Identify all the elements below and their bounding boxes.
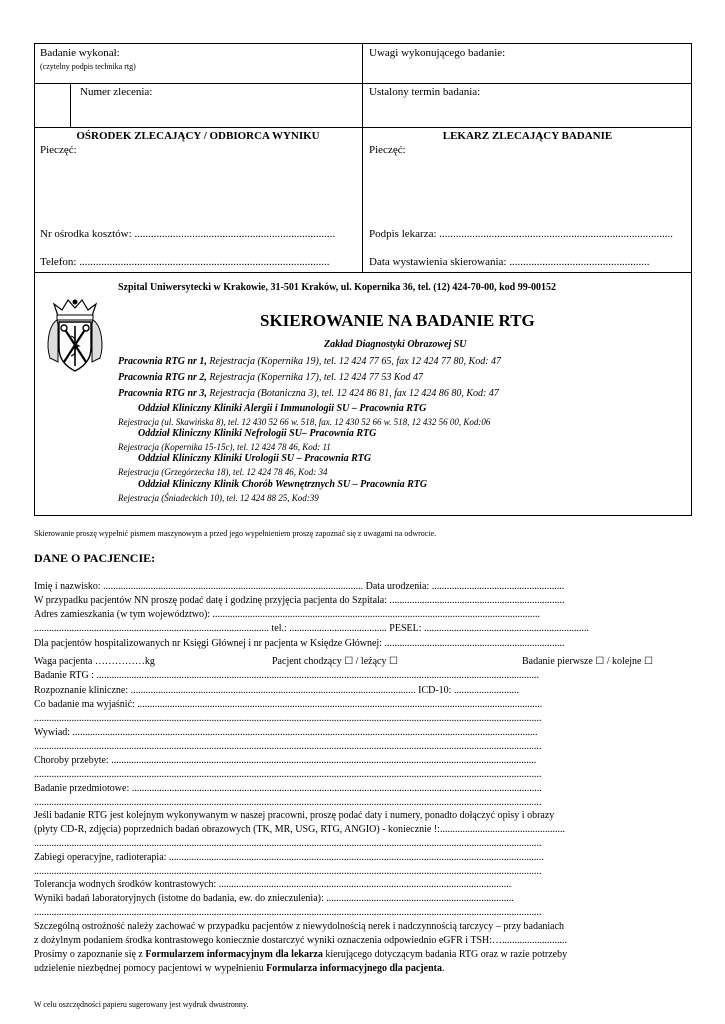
address-field[interactable]: Adres zamieszkania (w tym województwo): ................................................................................................................................... bbox=[34, 609, 541, 620]
dotted-line[interactable]: ........................................................................................................................................................................................................... bbox=[34, 866, 542, 877]
ward-details: Rejestracja (ul. Skawińska 8), tel. 12 430 52 66 w. 518, fax. 12 430 52 66 w. 518, 12 432 56 00, Kod:06 bbox=[118, 417, 491, 427]
previous-exam-field[interactable]: (płyty CD-R, zdjęcia) poprzednich badań obrazowych (TK, MR, USG, RTG, ANGIO) - koniecznie !:.................................................. bbox=[34, 824, 565, 835]
hospital-crest-logo bbox=[44, 296, 106, 374]
row-divider-1 bbox=[34, 83, 692, 84]
physical-exam-field[interactable]: Badanie przedmiotowe: .................................................................................................................................................................... bbox=[34, 783, 542, 794]
ordering-center-title: OŚRODEK ZLECAJĄCY / ODBIORCA WYNIKU bbox=[76, 130, 320, 142]
lab-results-field[interactable]: Wyniki badań laboratoryjnych (istotne do badania, ew. do znieczulenia): ........................................................................... bbox=[34, 893, 514, 904]
row-divider-3 bbox=[34, 272, 692, 273]
hospital-line: Szpital Uniwersytecki w Krakowie, 31-501 Kraków, ul. Kopernika 36, tel. (12) 424-70-00, kod 99-00152 bbox=[118, 282, 557, 293]
exam-field[interactable]: Badanie RTG : ................................................................................................................................................................................. bbox=[34, 670, 539, 681]
row-divider-2 bbox=[34, 127, 692, 128]
contrast-tolerance-field[interactable]: Tolerancja wodnych środków kontrastowych: ..................................................................................................................... bbox=[34, 879, 512, 890]
unit-details: Rejestracja (Kopernika 17), tel. 12 424 77 53 Kod 47 bbox=[206, 372, 423, 383]
weight-field[interactable]: Waga pacjenta ……………kg bbox=[34, 656, 155, 667]
forms-info-text bbox=[34, 964, 444, 974]
patient-section-title: DANE O PACJENCIE: bbox=[34, 551, 156, 565]
referral-date-line: Data wystawienia skierowania: ................................................... bbox=[369, 256, 650, 268]
order-number-label: Numer zlecenia: bbox=[80, 86, 153, 98]
unit-name: Pracownia RTG nr 1, bbox=[118, 356, 207, 367]
dotted-line[interactable]: ........................................................................................................................................................................................................... bbox=[34, 907, 542, 918]
unit-row bbox=[118, 357, 501, 367]
instruction-note: Skierowanie proszę wypełnić pismem maszynowym a przed jego wypełnieniem proszę zapoznać się z uwagami na odwrocie. bbox=[34, 529, 437, 538]
doctor-stamp-label: Pieczęć: bbox=[369, 144, 406, 156]
forms-text: . bbox=[441, 963, 445, 974]
forms-text: udzielenie niezbędnej pomocy pacjentowi w wypełnieniu bbox=[34, 963, 267, 974]
phone-line: Telefon: ........................................................................................... bbox=[40, 256, 330, 268]
nn-admission-field[interactable]: W przypadku pacjentów NN proszę podać datę i godzinę przyjęcia pacjenta do Szpitala: ...................................................................... bbox=[34, 595, 565, 606]
ward-details: Rejestracja (Kopernika 15-15c), tel. 12 424 78 46, Kod: 11 bbox=[118, 442, 331, 452]
ward-name: Oddział Kliniczny Kliniki Nefrologii SU– Pracownia RTG bbox=[138, 428, 377, 439]
scheduled-date-label: Ustalony termin badania: bbox=[369, 86, 481, 98]
unit-details: Rejestracja (Kopernika 19), tel. 12 424 77 65, fax 12 424 77 80, Kod: 47 bbox=[206, 356, 502, 367]
top-form-divider bbox=[362, 43, 363, 272]
ward-details: Rejestracja (Grzegórzecka 18), tel. 12 424 78 46, Kod: 34 bbox=[118, 467, 328, 477]
dotted-line[interactable]: ........................................................................................................................................................................................................... bbox=[34, 769, 542, 780]
caution-text: z dożylnym podaniem środka kontrastowego koniecznie dostarczyć wyniki oznaczenia odpowiednio eGFR i TSH:….......................... bbox=[34, 935, 568, 946]
cost-center-line: Nr ośrodka kosztów: ......................................................................... bbox=[40, 228, 336, 240]
doctor-form-name: Formularzem informacyjnym dla lekarza bbox=[145, 949, 323, 960]
forms-text: Prosimy o zapoznanie się z bbox=[34, 949, 146, 960]
dotted-line[interactable]: ........................................................................................................................................................................................................... bbox=[34, 797, 542, 808]
dotted-line[interactable]: ........................................................................................................................................................................................................... bbox=[34, 713, 542, 724]
unit-details: Rejestracja (Botaniczna 3), tel. 12 424 86 81, fax 12 424 86 80, Kod: 47 bbox=[206, 388, 499, 399]
ward-name: Oddział Kliniczny Klinik Chorób Wewnętrznych SU – Pracownia RTG bbox=[138, 479, 428, 490]
remarks-label: Uwagi wykonującego badanie: bbox=[369, 47, 506, 59]
unit-name: Pracownia RTG nr 2, bbox=[118, 372, 207, 383]
hospitalized-field[interactable]: Dla pacjentów hospitalizowanych nr Księgi Głównej i nr pacjenta w Księdze Głównej: ........................................................................ bbox=[34, 638, 565, 649]
interview-field[interactable]: Wywiad: .......................................................................................................................................................................................... bbox=[34, 727, 538, 738]
exam-purpose-field[interactable]: Co badanie ma wyjaśnić: .................................................................................................................................................................. bbox=[34, 699, 543, 710]
footer-note: W celu oszczędności papieru sugerowany jest wydruk dwustronny. bbox=[34, 1000, 249, 1009]
patient-form-name: Formularza informacyjnego dla pacjenta bbox=[266, 963, 442, 974]
department-name: Zakład Diagnostyki Obrazowej SU bbox=[324, 339, 467, 350]
unit-name: Pracownia RTG nr 3, bbox=[118, 388, 207, 399]
diagnosis-field[interactable]: Rozpoznanie kliniczne: .................................................................................................................. ICD-10: .......................... bbox=[34, 685, 519, 696]
dotted-line[interactable]: ........................................................................................................................................................................................................... bbox=[34, 838, 542, 849]
mobility-checkboxes[interactable]: Pacjent chodzący ☐ / leżący ☐ bbox=[272, 656, 398, 667]
ordering-center-stamp-label: Pieczęć: bbox=[40, 144, 77, 156]
doctor-title: LEKARZ ZLECAJĄCY BADANIE bbox=[442, 130, 613, 142]
unit-row bbox=[118, 389, 499, 399]
doctor-signature-line: Podpis lekarza: ..................................................................................... bbox=[369, 228, 674, 240]
unit-row bbox=[118, 373, 423, 383]
past-diseases-field[interactable]: Choroby przebyte: .......................................................................................................................................................................... bbox=[34, 755, 537, 766]
caution-text: Szczególną ostrożność należy zachować w przypadku pacjentów z niewydolnością nerek i nadczynnością tarczycy – przy badaniach bbox=[34, 921, 565, 932]
surgery-field[interactable]: Zabiegi operacyjne, radioterapia: ...................................................................................................................................................... bbox=[34, 852, 544, 863]
name-field[interactable]: Imię i nazwisko: ........................................................................................................ Data urodzenia: ..................................................... bbox=[34, 581, 565, 592]
forms-text: kierującego dotyczącym badania RTG oraz w razie potrzeby bbox=[322, 949, 568, 960]
order-number-box-divider bbox=[70, 83, 71, 127]
performed-by-label: Badanie wykonał: bbox=[40, 47, 120, 59]
dotted-line[interactable]: ........................................................................................................................................................................................................... bbox=[34, 741, 542, 752]
first-exam-checkboxes[interactable]: Badanie pierwsze ☐ / kolejne ☐ bbox=[522, 656, 653, 667]
page-title: SKIEROWANIE NA BADANIE RTG bbox=[260, 311, 535, 330]
ward-name: Oddział Kliniczny Kliniki Alergii i Immunologii SU – Pracownia RTG bbox=[138, 403, 427, 414]
performed-by-hint: (czytelny podpis technika rtg) bbox=[40, 62, 136, 71]
forms-info-text bbox=[34, 950, 567, 960]
previous-exam-text: Jeśli badanie RTG jest kolejnym wykonywanym w naszej pracowni, proszę podać daty i numery, ponadto dołączyć opisy i obrazy bbox=[34, 810, 555, 821]
ward-details: Rejestracja (Śniadeckich 10), tel. 12 424 88 25, Kod:39 bbox=[118, 493, 319, 503]
ward-name: Oddział Kliniczny Kliniki Urologii SU – Pracownia RTG bbox=[138, 453, 372, 464]
phone-pesel-field[interactable]: .............................................................................................. tel.: ....................................... PESEL: .................................................................. bbox=[34, 623, 589, 634]
